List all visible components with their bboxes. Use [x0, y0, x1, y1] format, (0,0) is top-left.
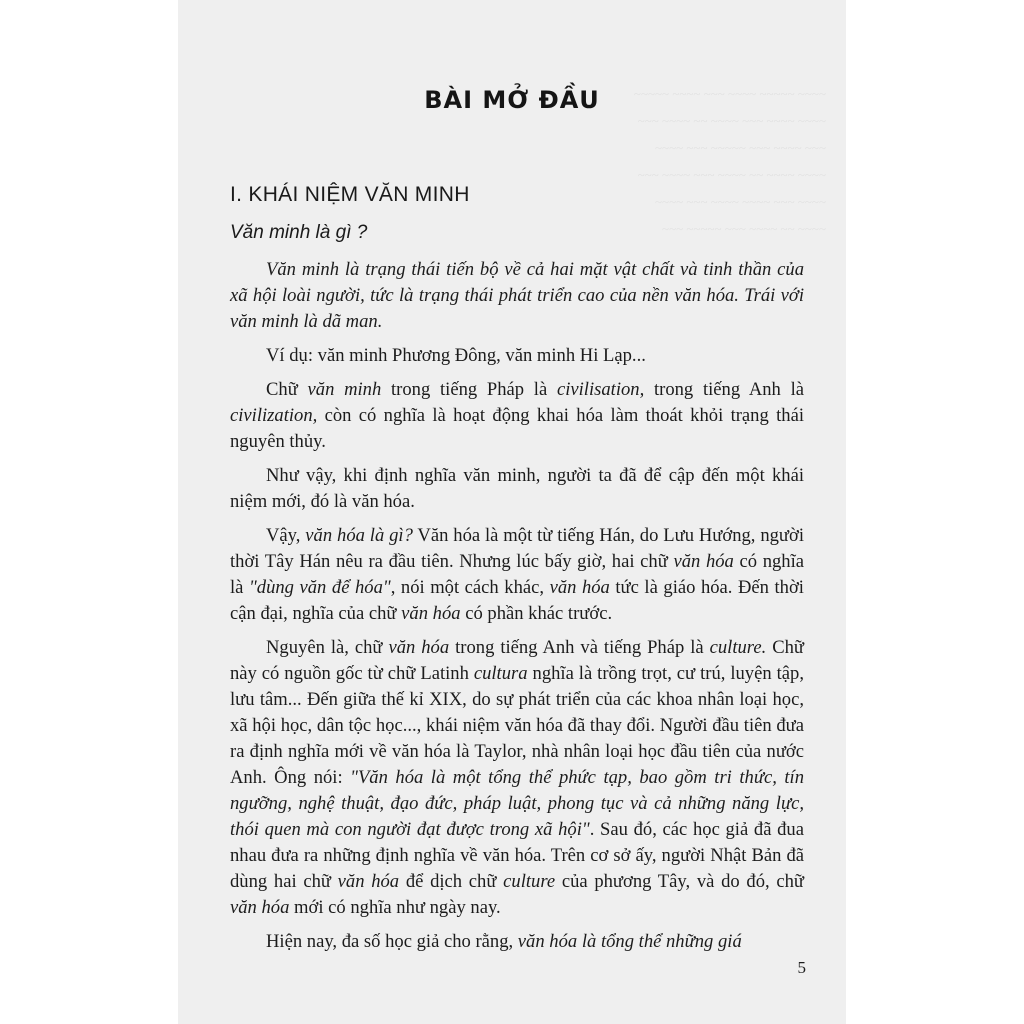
- text-run: văn hóa là gì?: [305, 525, 413, 546]
- bleed-through-text: ~~~~~ ~~~~ ~~~ ~~~~ ~~~~~ ~~~~ ~~~ ~~~~ ~~ ~~~~ ~~~ ~~~~ ~~~~ ~~~~ ~~~ ~~~~~ ~~~ ~~~~ ~~~ ~~~ ~~~~ ~~~ ~~~~ ~~ ~~~~ ~~~~ ~~~~ ~~~ ~~~~ ~~~~ ~~~ ~~~~ ~~~ ~~~~~ ~~~ ~~~~ ~~ ~~~~: [633, 86, 826, 236]
- text-run: Chữ này có nguồn gốc từ chữ Latinh: [230, 637, 804, 684]
- text-run: văn hóa: [230, 897, 290, 918]
- text-run: "Văn hóa là một tổng thể phức tạp, bao gồm tri thức, tín ngưỡng, nghệ thuật, đạo đức, pháp luật, phong tục và cả những năng lực, thói quen mà con người đạt được trong xã hội": [230, 767, 804, 840]
- text-run: Hiện nay, đa số học giả cho rằng,: [266, 931, 518, 952]
- text-run: để dịch chữ: [399, 871, 504, 892]
- paragraph: [230, 257, 804, 335]
- page-title: BÀI MỞ ĐẦU: [424, 86, 600, 114]
- text-run: mới có nghĩa như ngày nay.: [289, 897, 501, 918]
- text-run: Ví dụ: văn minh Phương Đông, văn minh Hi Lạp...: [266, 345, 646, 366]
- text-run: văn minh: [307, 379, 382, 400]
- text-run: civilization,: [230, 405, 318, 426]
- text-run: Chữ: [266, 379, 308, 400]
- text-run: Văn hóa là một từ tiếng Hán, do Lưu Hướng, người thời Tây Hán nêu ra đầu tiên. Nhưng lúc bấy giờ, hai chữ: [230, 525, 804, 572]
- text-run: văn hóa: [388, 637, 450, 658]
- paragraph: [230, 343, 804, 369]
- paragraph: [230, 463, 804, 515]
- paragraph: [230, 929, 804, 955]
- paragraph: [230, 635, 804, 921]
- book-page: [178, 0, 846, 1024]
- text-run: trong tiếng Anh là: [644, 379, 805, 400]
- text-run: , nói một cách khác,: [390, 577, 550, 598]
- page-number: 5: [797, 958, 806, 977]
- text-run: trong tiếng Pháp là: [381, 379, 557, 400]
- text-run: nghĩa là trồng trọt, cư trú, luyện tập, lưu tâm... Đến giữa thế kỉ XIX, do sự phát triển của các khoa nhân loại học, xã hội học, dân tộc học..., khái niệm văn hóa đã thay đổi. Người đầu tiên đưa ra định nghĩa mới về văn hóa là Taylor, nhà nhân loại học đầu tiên của nước Anh. Ông nói:: [230, 663, 804, 788]
- text-run: culture: [503, 871, 556, 892]
- text-run: Nguyên là, chữ: [266, 637, 389, 658]
- text-run: văn hóa là tổng thể những giá: [517, 931, 742, 952]
- paragraph: [230, 377, 804, 455]
- text-run: văn hóa: [549, 577, 610, 598]
- text-run: Như vậy, khi định nghĩa văn minh, người ta đã để cập đến một khái niệm mới, đó là văn hóa.: [230, 465, 804, 512]
- text-run: văn hóa: [337, 871, 400, 892]
- text-run: tức là giáo hóa. Đến thời cận đại, nghĩa của chữ: [230, 577, 804, 624]
- text-run: culture.: [709, 637, 767, 658]
- text-run: còn có nghĩa là hoạt động khai hóa làm thoát khỏi trạng thái nguyên thủy.: [230, 405, 804, 452]
- text-run: Văn minh là trạng thái tiến bộ về cả hai mặt vật chất và tinh thần của xã hội loài người, tức là trạng thái phát triển cao của nền văn hóa. Trái với văn minh là dã man.: [230, 259, 804, 332]
- text-run: Vậy,: [266, 525, 306, 546]
- text-run: văn hóa: [401, 603, 461, 624]
- text-run: . Sau đó, các học giả đã đua nhau đưa ra những định nghĩa về văn hóa. Trên cơ sở ấy, người Nhật Bản đã dùng hai chữ: [230, 819, 804, 892]
- text-run: "dùng văn để hóa": [248, 577, 391, 598]
- subheading: Văn minh là gì ?: [230, 222, 368, 243]
- text-run: có nghĩa là: [230, 551, 805, 598]
- text-run: cultura: [473, 663, 528, 684]
- text-run: có phần khác trước.: [460, 603, 613, 624]
- text-run: của phương Tây, và do đó, chữ: [555, 871, 804, 892]
- text-run: trong tiếng Anh và tiếng Pháp là: [449, 637, 710, 658]
- body-text: [230, 257, 804, 963]
- paragraph: [230, 523, 804, 627]
- section-heading: I. KHÁI NIỆM VĂN MINH: [230, 183, 470, 206]
- text-run: civilisation,: [556, 379, 645, 400]
- text-run: văn hóa: [673, 551, 734, 572]
